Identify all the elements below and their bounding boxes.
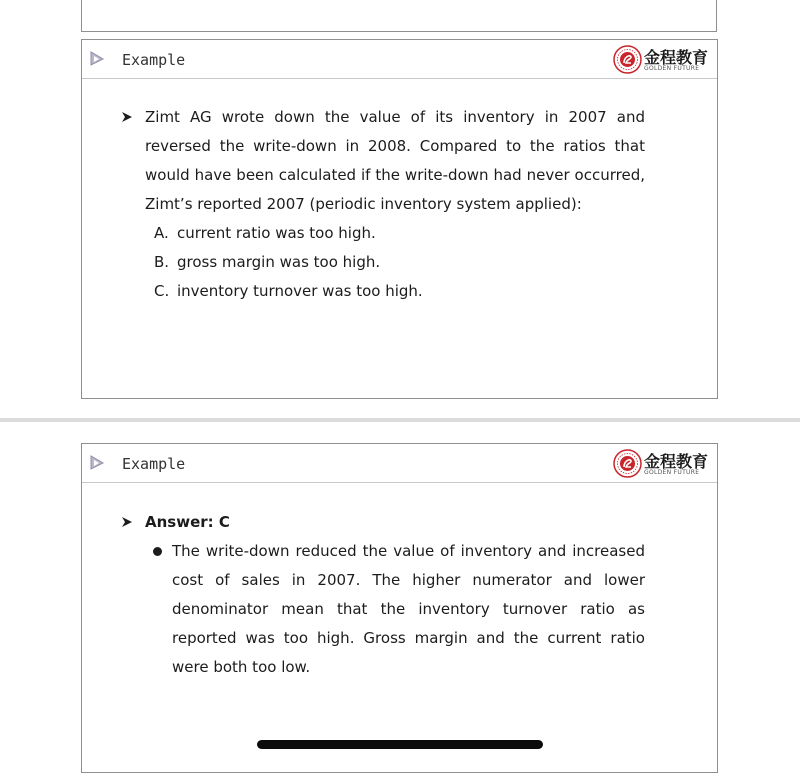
explanation-text: The write-down reduced the value of inventory and increased cost of sales in 2007. The higher numerator and lower denominator mean that the inventory turnover ratio as reported was too high. Gross margin and the current ratio were both too low. — [172, 542, 645, 676]
question-item — [122, 103, 645, 219]
explanation-item — [122, 537, 645, 682]
slide-header — [82, 444, 717, 483]
option-c — [154, 277, 645, 306]
slide-answer — [81, 443, 718, 773]
logo-text-cn: 金程教育 — [644, 48, 709, 67]
question-text: Zimt AG wrote down the value of its inventory in 2007 and reversed the write-down in 2008. Compared to the ratios that would have been calculated if the write-down had never occurred, Zimt’s reported 2007 (periodic inventory system applied): — [145, 108, 645, 213]
play-logo-icon — [88, 454, 106, 472]
option-text: current ratio was too high. — [177, 224, 376, 242]
option-text: gross margin was too high. — [177, 253, 381, 271]
question-content — [122, 103, 645, 306]
option-text: inventory turnover was too high. — [177, 282, 423, 300]
golden-future-logo — [613, 45, 709, 75]
logo-text-cn: 金程教育 — [644, 452, 709, 471]
arrow-bullet-icon — [122, 112, 132, 122]
previous-slide-edge — [81, 0, 717, 32]
home-indicator-bar[interactable] — [257, 740, 543, 749]
answer-item — [122, 508, 645, 537]
slide-header — [82, 40, 717, 79]
play-logo-icon — [88, 50, 106, 68]
arrow-bullet-icon — [122, 517, 132, 527]
header-title: Example — [122, 51, 186, 69]
header-title: Example — [122, 455, 186, 473]
option-letter: A. — [154, 224, 169, 242]
option-b — [154, 248, 645, 277]
option-a — [154, 219, 645, 248]
logo-text-en: GOLDEN FUTURE — [644, 469, 700, 476]
bullet-dot-icon — [153, 547, 162, 556]
option-letter: C. — [154, 282, 170, 300]
answer-text: Answer: C — [145, 513, 230, 531]
golden-future-logo — [613, 449, 709, 479]
logo-text-en: GOLDEN FUTURE — [644, 65, 700, 72]
seal-icon — [613, 449, 642, 478]
option-letter: B. — [154, 253, 170, 271]
options-list — [122, 219, 645, 306]
slide-question — [81, 39, 718, 399]
page-divider — [0, 418, 800, 422]
seal-icon — [613, 45, 642, 74]
answer-content — [122, 508, 645, 682]
